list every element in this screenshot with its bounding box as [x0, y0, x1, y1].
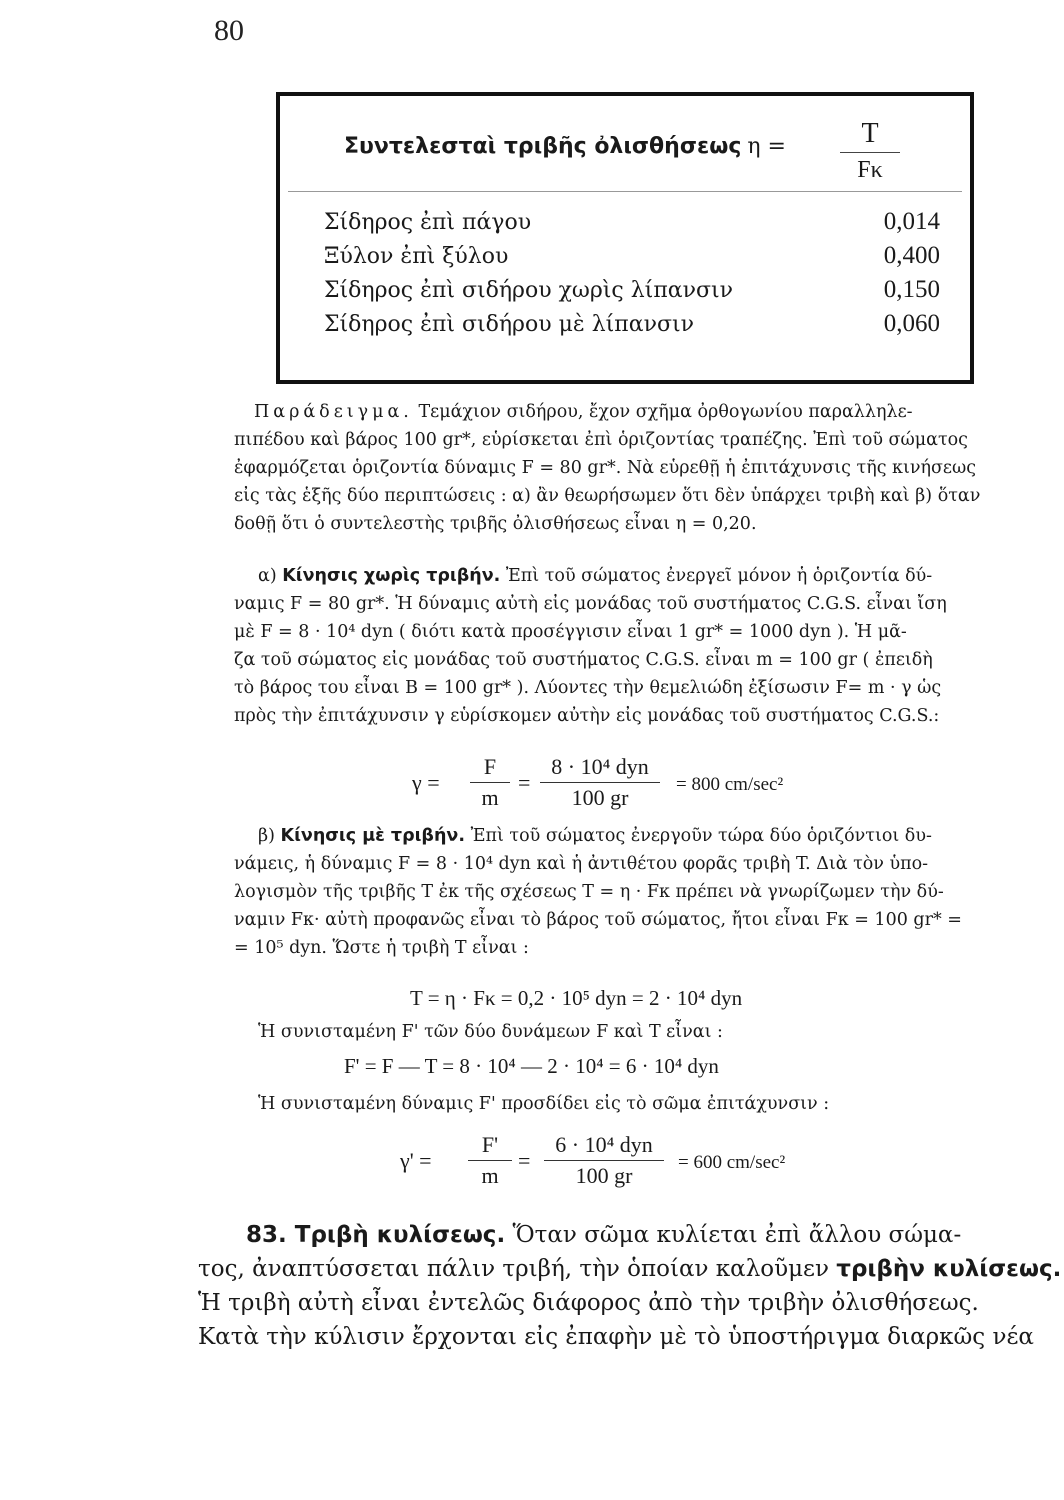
example-label: Παράδειγμα.	[254, 402, 413, 422]
text-line: νάμεις, ἡ δύναμις F = 8 · 10⁴ dyn καὶ ἡ ἀντιθέτου φορᾶς τριβὴ T. Διὰ τὸν ὑπο-	[234, 854, 929, 874]
table-row	[324, 276, 940, 310]
coefficient-value: 0,150	[883, 276, 940, 303]
fraction-bar	[468, 1160, 512, 1161]
text-line: πιπέδου καὶ βάρος 100 gr*, εὑρίσκεται ἐπὶ ὁριζοντίας τραπέζης. Ἐπὶ τοῦ σώματος	[234, 430, 968, 450]
page-number: 80	[214, 14, 244, 47]
text-fragment: Ἐπὶ τοῦ σώματος ἐνεργοῦν τώρα δύο ὁριζόντιοι δυ-	[470, 826, 932, 846]
text-line: Ἡ συνισταμένη F' τῶν δύο δυνάμεων F καὶ T εἶναι :	[258, 1022, 723, 1042]
fraction-numerator: 6 · 10⁴ dyn	[555, 1132, 653, 1157]
friction-coefficient-table	[276, 92, 974, 384]
case-a-prefix: α)	[258, 566, 277, 586]
equation-a-equals: =	[518, 770, 531, 795]
case-a-paragraph	[234, 562, 1048, 730]
text-line: Ἡ συνισταμένη δύναμις F' προσδίδει εἰς τὸ σῶμα ἐπιτάχυνσιν :	[258, 1094, 830, 1114]
text-line: ναμις F = 80 gr*. Ἡ δύναμις αὐτὴ εἰς μονάδας τοῦ συστήματος C.G.S. εἶναι ἴση	[234, 594, 947, 614]
fraction-denominator: 100 gr	[575, 1163, 633, 1188]
case-b-heading: Κίνησις μὲ τριβήν.	[280, 826, 465, 846]
text-line: ναμιν Fκ· αὐτὴ προφανῶς εἶναι τὸ βάρος τοῦ σώματος, ἤτοι εἶναι Fκ = 100 gr* =	[234, 910, 962, 930]
fraction-bar	[540, 782, 660, 783]
resultant-line	[258, 1018, 1048, 1046]
material-name: Σίδηρος ἐπὶ πάγου	[324, 210, 532, 235]
section-83	[198, 1218, 1062, 1354]
equation-resultant: F' = F — T = 8 · 10⁴ — 2 · 10⁴ = 6 · 10⁴ dyn	[344, 1054, 719, 1078]
case-b-prefix: β)	[258, 826, 275, 846]
text-fragment: τος, ἀναπτύσσεται πάλιν τριβή, τὴν ὁποίαν καλοῦμεν	[198, 1256, 829, 1282]
fraction-denominator: 100 gr	[571, 785, 629, 810]
text-line	[258, 822, 1048, 850]
equation-b-lhs: γ' =	[400, 1148, 432, 1173]
equation-b-result: = 600 cm/sec²	[678, 1152, 786, 1173]
table-title	[344, 134, 786, 159]
equation-a-result: = 800 cm/sec²	[676, 774, 784, 795]
coefficient-value: 0,060	[883, 310, 940, 337]
text-line: εἰς τὰς ἑξῆς δύο περιπτώσεις : α) ἂν θεωρήσωμεν ὅτι δὲν ὑπάρχει τριβὴ καὶ β) ὅταν	[234, 486, 981, 506]
text-line	[254, 398, 1044, 426]
table-divider	[288, 191, 962, 192]
equation-b-equals: =	[518, 1148, 531, 1173]
fraction-denominator: m	[481, 785, 499, 810]
text-line: λογισμὸν τῆς τριβῆς T ἐκ τῆς σχέσεως T = η · Fκ πρέπει νὰ γνωρίζωμεν τὴν δύ-	[234, 882, 944, 902]
text-line: πρὸς τὴν ἐπιτάχυνσιν γ εὑρίσκομεν αὐτὴν εἰς μονάδας τοῦ συστήματος C.G.S.:	[234, 706, 940, 726]
equation-a-fraction-2	[540, 754, 660, 811]
case-b-paragraph	[234, 822, 1048, 962]
equation-a-fraction-1	[470, 754, 510, 811]
fraction-bar	[544, 1160, 664, 1161]
equation-a-lhs: γ =	[412, 770, 440, 795]
text-line: μὲ F = 8 · 10⁴ dyn ( διότι κατὰ προσέγγισιν εἶναι 1 gr* = 1000 dyn ). Ἡ μᾶ-	[234, 622, 907, 642]
text-line: ἐφαρμόζεται ὁριζοντία δύναμις F = 80 gr*. Νὰ εὑρεθῇ ἡ ἐπιτάχυνσις τῆς κινήσεως	[234, 458, 977, 478]
section-heading: 83. Τριβὴ κυλίσεως.	[246, 1222, 506, 1248]
term-rolling-friction: τριβὴν κυλίσεως.	[836, 1256, 1062, 1282]
fraction-bar	[840, 152, 900, 153]
coefficient-value: 0,014	[883, 208, 940, 235]
equation-friction: T = η · Fκ = 0,2 · 10⁵ dyn = 2 · 10⁴ dyn	[410, 986, 743, 1010]
text-line: τὸ βάρος του εἶναι B = 100 gr* ). Λύοντες τὴν θεμελιώδη ἐξίσωσιν F= m · γ ὡς	[234, 678, 942, 698]
case-a-heading: Κίνησις χωρὶς τριβήν.	[282, 566, 501, 586]
acceleration-line	[258, 1090, 1048, 1118]
fraction-numerator: 8 · 10⁴ dyn	[551, 754, 649, 779]
table-row	[324, 242, 940, 276]
text-fragment: Ὅταν σῶμα κυλίεται ἐπὶ ἄλλου σώμα-	[512, 1222, 962, 1248]
table-rows	[324, 208, 940, 344]
table-row	[324, 310, 940, 344]
text-line: Κατὰ τὴν κύλισιν ἔρχονται εἰς ἐπαφὴν μὲ τὸ ὑποστήριγμα διαρκῶς νέα	[198, 1324, 1034, 1350]
table-title-text: Συντελεσταὶ τριβῆς ὀλισθήσεως	[344, 134, 742, 159]
example-paragraph	[234, 398, 1044, 538]
coefficient-value: 0,400	[883, 242, 940, 269]
text-fragment: Τεμάχιον σιδήρου, ἔχον σχῆμα ὀρθογωνίου παραλληλε-	[418, 402, 913, 422]
text-line: = 10⁵ dyn. Ὥστε ἡ τριβὴ T εἶναι :	[234, 938, 529, 958]
fraction-numerator: F'	[481, 1132, 499, 1157]
fraction-numerator: T	[861, 118, 879, 149]
fraction-numerator: F	[483, 754, 497, 779]
fraction-denominator: Fκ	[857, 157, 883, 183]
material-name: Σίδηρος ἐπὶ σιδήρου μὲ λίπανσιν	[324, 312, 694, 337]
equation-b-fraction-1	[468, 1132, 512, 1189]
text-line: ζα τοῦ σώματος εἰς μονάδας τοῦ συστήματος C.G.S. εἶναι m = 100 gr ( ἐπειδὴ	[234, 650, 933, 670]
text-line: δοθῇ ὅτι ὁ συντελεστὴς τριβῆς ὀλισθήσεως εἶναι η = 0,20.	[234, 514, 757, 534]
text-line	[198, 1252, 1062, 1286]
text-line: Ἡ τριβὴ αὐτὴ εἶναι ἐντελῶς διάφορος ἀπὸ τὴν τριβὴν ὀλισθήσεως.	[198, 1290, 979, 1316]
material-name: Σίδηρος ἐπὶ σιδήρου χωρὶς λίπανσιν	[324, 278, 734, 303]
table-title-equation: η =	[747, 134, 786, 159]
equation-b-fraction-2	[544, 1132, 664, 1189]
material-name: Ξύλον ἐπὶ ξύλου	[324, 244, 509, 269]
table-title-fraction	[840, 118, 900, 185]
text-line	[246, 1218, 1038, 1252]
fraction-bar	[470, 782, 510, 783]
table-row	[324, 208, 940, 242]
text-fragment: Ἐπὶ τοῦ σώματος ἐνεργεῖ μόνον ἡ ὁριζοντία δύ-	[505, 566, 933, 586]
fraction-denominator: m	[481, 1163, 499, 1188]
text-line	[258, 562, 1048, 590]
